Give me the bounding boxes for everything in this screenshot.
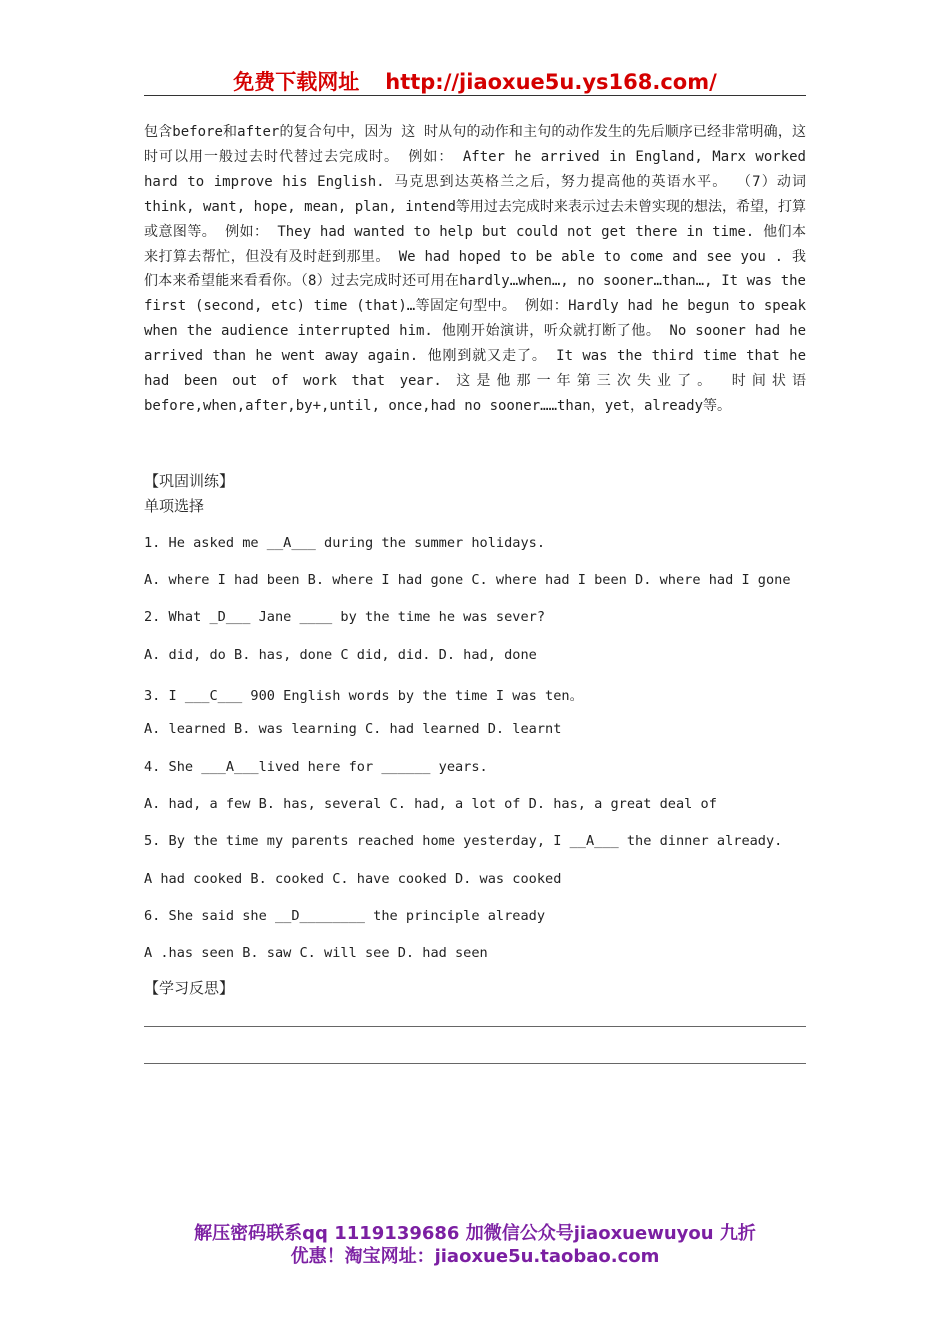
- question-options: A. learned B. was learning C. had learned D. learnt: [144, 721, 562, 737]
- grammar-paragraph: 包含before和after的复合句中，因为 这 时从句的动作和主句的动作发生的先后顺序已经非常明确，这时可以用一般过去时代替过去完成时。 例如： After he arrived in England, Marx worked hard to improve his English. 马克思到达英格兰之后，努力提高他的英语水平。 （7）动词think, want, hope, mean, plan, intend等用过去完成时来表示过去未曾实现的想法，希望，打算或意图等。 例如： They had wanted to help but could not get there in time. 他们本来打算去帮忙，但没有及时赶到那里。 We had hoped to be able to come and see you . 我们本来希望能来看看你。（8）过去完成时还可用在hardly…when…, no sooner…than…, It was the first (second, etc) time (that)…等固定句型中。 例如：Hardly had he begun to speak when the audience interrupted him. 他刚开始演讲，听众就打断了他。 No sooner had he arrived than he went away again. 他刚到就又走了。 It was the third time that he had been out of work that year. 这是他那一年第三次失业了。 时间状语before,when,after,by+,until, once,had no sooner……than，yet，already等。: [144, 124, 806, 414]
- question-stem: 6. She said she __D________ the principle already: [144, 908, 546, 924]
- header-divider: [144, 95, 806, 96]
- header-label: 免费下载网址: [233, 70, 360, 94]
- question-options: A had cooked B. cooked C. have cooked D. was cooked: [144, 871, 562, 887]
- page-header: [144, 66, 806, 96]
- practice-title: 【巩固训练】: [144, 472, 235, 490]
- reflection-blank-line: [144, 1063, 806, 1064]
- practice-subtitle: 单项选择: [144, 497, 205, 515]
- footer-line-2: 优惠！淘宝网址：jiaoxue5u.taobao.com: [290, 1246, 660, 1267]
- question-stem: 1. He asked me __A___ during the summer holidays.: [144, 535, 546, 551]
- question-stem: 5. By the time my parents reached home yesterday, I __A___ the dinner already.: [144, 833, 783, 849]
- question-stem: 4. She ___A___lived here for ______ years.: [144, 759, 488, 775]
- header-url-link[interactable]: http://jiaoxue5u.ys168.com/: [385, 70, 717, 94]
- question-stem: 3. I ___C___ 900 English words by the time I was ten。: [144, 688, 584, 704]
- question-options: A. where I had been B. where I had gone C. where had I been D. where had I gone: [144, 572, 791, 588]
- reflection-title: 【学习反思】: [144, 979, 235, 997]
- footer-line-1: 解压密码联系qq 1119139686 加微信公众号jiaoxuewuyou 九折: [194, 1223, 756, 1244]
- question-options: A .has seen B. saw C. will see D. had seen: [144, 945, 488, 961]
- question-options: A. did, do B. has, done C did, did. D. had, done: [144, 647, 537, 663]
- question-options: A. had, a few B. has, several C. had, a lot of D. has, a great deal of: [144, 796, 717, 812]
- reflection-blank-line: [144, 1026, 806, 1027]
- question-stem: 2. What _D___ Jane ____ by the time he was sever?: [144, 609, 546, 625]
